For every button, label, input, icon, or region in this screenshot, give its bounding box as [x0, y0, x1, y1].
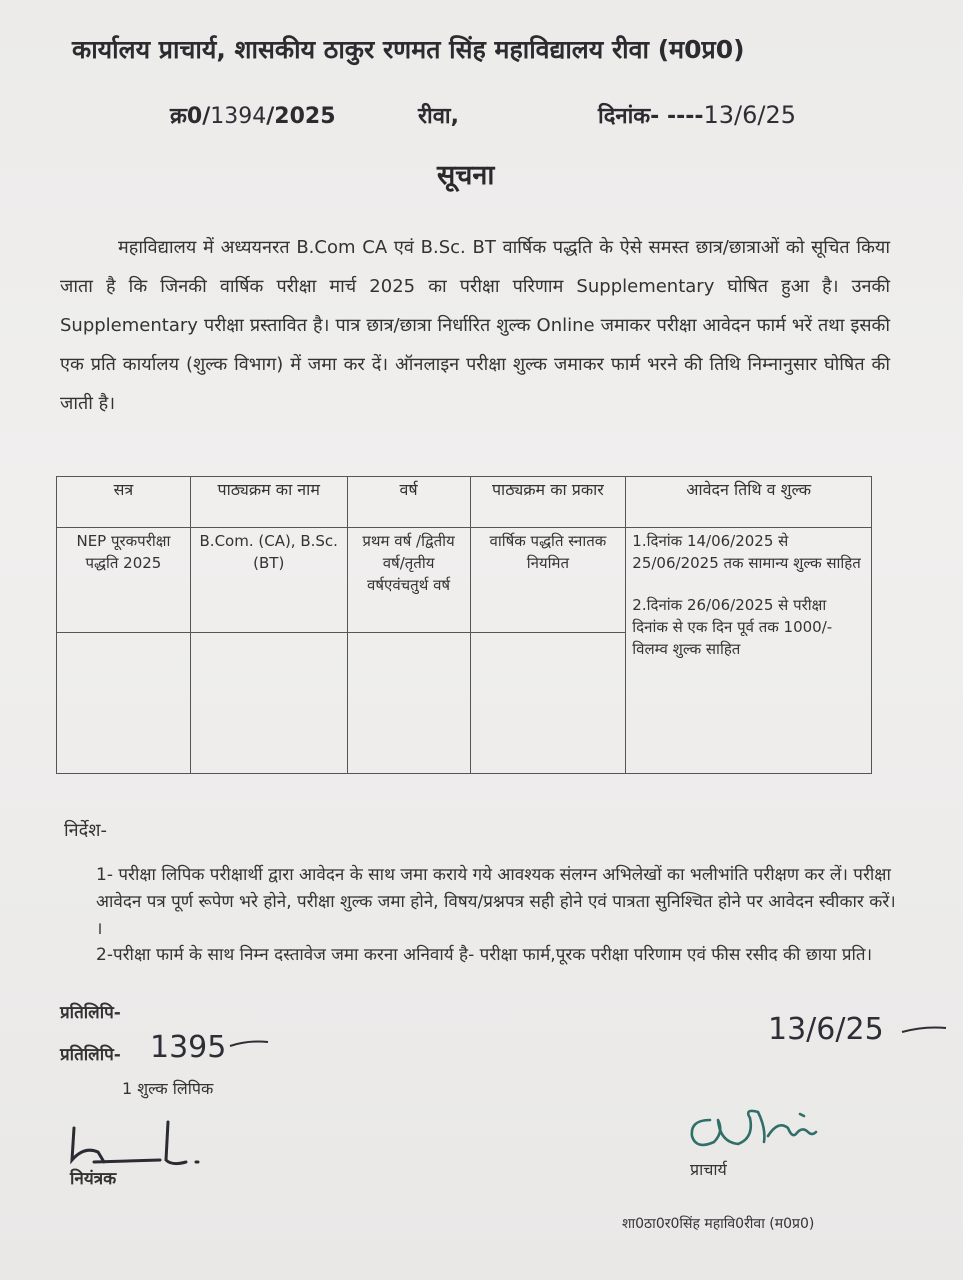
copy-label-2: प्रतिलिपि- [60, 1045, 121, 1065]
footer-institution: शा0ठा0र0सिंह महावि0रीवा (म0प्र0) [622, 1216, 815, 1232]
cell-course: B.Com. (CA), B.Sc. (BT) [190, 528, 347, 633]
date-handwritten: 13/6/25 [703, 101, 797, 129]
schedule-table [56, 476, 872, 774]
copy-number-handwritten: 1395 [150, 1030, 227, 1065]
reference-number [170, 100, 336, 130]
notice-body-text: महाविद्यालय में अध्ययनरत B.Com CA एवं B.Sc. BT वार्षिक पद्धति के ऐसे समस्त छात्र/छात्राओं को सूचित किया जाता है कि जिनकी वार्षिक परीक्षा मार्च 2025 का परीक्षा परिणाम Supplementary घोषित हुआ है। उनकी Supplementary परीक्षा प्रस्तावित है। पात्र छात्र/छात्रा निर्धारित शुल्क Online जमाकर परीक्षा आवेदन फार्म भरें तथा इसकी एक प्रति कार्यालय (शुल्क विभाग) में जमा कर दें। ऑनलाइन परीक्षा शुल्क जमाकर फार्म भरने की तिथि निम्नानुसार घोषित की जाती है। [60, 237, 890, 414]
office-title: कार्यालय प्राचार्य, शासकीय ठाकुर रणमत सिंह महाविद्यालय रीवा (म0प्र0) [72, 35, 745, 64]
instructions-label: निर्देश- [64, 820, 107, 841]
instruction-item-2: 2-परीक्षा फार्म के साथ निम्न दस्तावेज जमा करना अनिवार्य है- परीक्षा फार्म,पूरक परीक्षा परिणाम एवं फीस रसीद की छाया प्रति। [96, 945, 873, 965]
ref-suffix: /2025 [266, 104, 336, 129]
city-label: रीवा, [418, 104, 459, 129]
cell-year: प्रथम वर्ष /द्वितीय वर्ष/तृतीय वर्षएवंचतुर्थ वर्ष [347, 528, 470, 633]
fee-item-1: 1.दिनांक 14/06/2025 से 25/06/2025 तक सामान्य शुल्क साहित [632, 532, 861, 572]
ref-prefix: क्र0/ [170, 104, 211, 129]
table-row [57, 528, 872, 633]
notice-heading: सूचना [437, 160, 495, 191]
fee-item-2: 2.दिनांक 26/06/2025 से परीक्षा दिनांक से एक दिन पूर्व तक 1000/- विलम्व शुल्क साहित [632, 596, 833, 658]
header-course: पाठ्यक्रम का नाम [190, 477, 347, 528]
header-session: सत्र [57, 477, 191, 528]
cell-type: वार्षिक पद्धति स्नातक नियमित [470, 528, 626, 633]
notice-body [60, 228, 890, 423]
principal-signature [684, 1098, 834, 1156]
cell-session: NEP पूरकपरीक्षा पद्धति 2025 [57, 528, 191, 633]
header-fee: आवेदन तिथि व शुल्क [626, 477, 872, 528]
table-header-row [57, 477, 872, 528]
date-label: दिनांक- ---- [598, 104, 704, 129]
header-type: पाठ्यक्रम का प्रकार [470, 477, 626, 528]
copy-recipient: 1 शुल्क लिपिक [122, 1079, 214, 1098]
ref-number-handwritten: 1394 [210, 104, 267, 129]
signature-date-handwritten: 13/6/25 [768, 1012, 884, 1047]
instruction-item-1: 1- परीक्षा लिपिक परीक्षार्थी द्वारा आवेदन के साथ जमा कराये गये आवश्यक संलग्न अभिलेखों का भलीभांति परीक्षण कर लें। परीक्षा आवेदन पत्र पूर्ण रूपेण भरे होने, परीक्षा शुल्क जमा होने, विषय/प्रश्नपत्र सही होने एवं पात्रता सुनिश्चित होने पर आवेदन स्वीकार करें। । [96, 865, 896, 939]
copy-number-stroke [228, 1038, 270, 1050]
principal-label: प्राचार्य [690, 1160, 727, 1179]
cell-fee [626, 528, 872, 774]
date-line [598, 100, 796, 130]
signature-date-stroke [900, 1022, 948, 1036]
header-year: वर्ष [347, 477, 470, 528]
copy-label-1: प्रतिलिपि- [60, 1003, 121, 1023]
controller-label: नियंत्रक [70, 1169, 117, 1189]
